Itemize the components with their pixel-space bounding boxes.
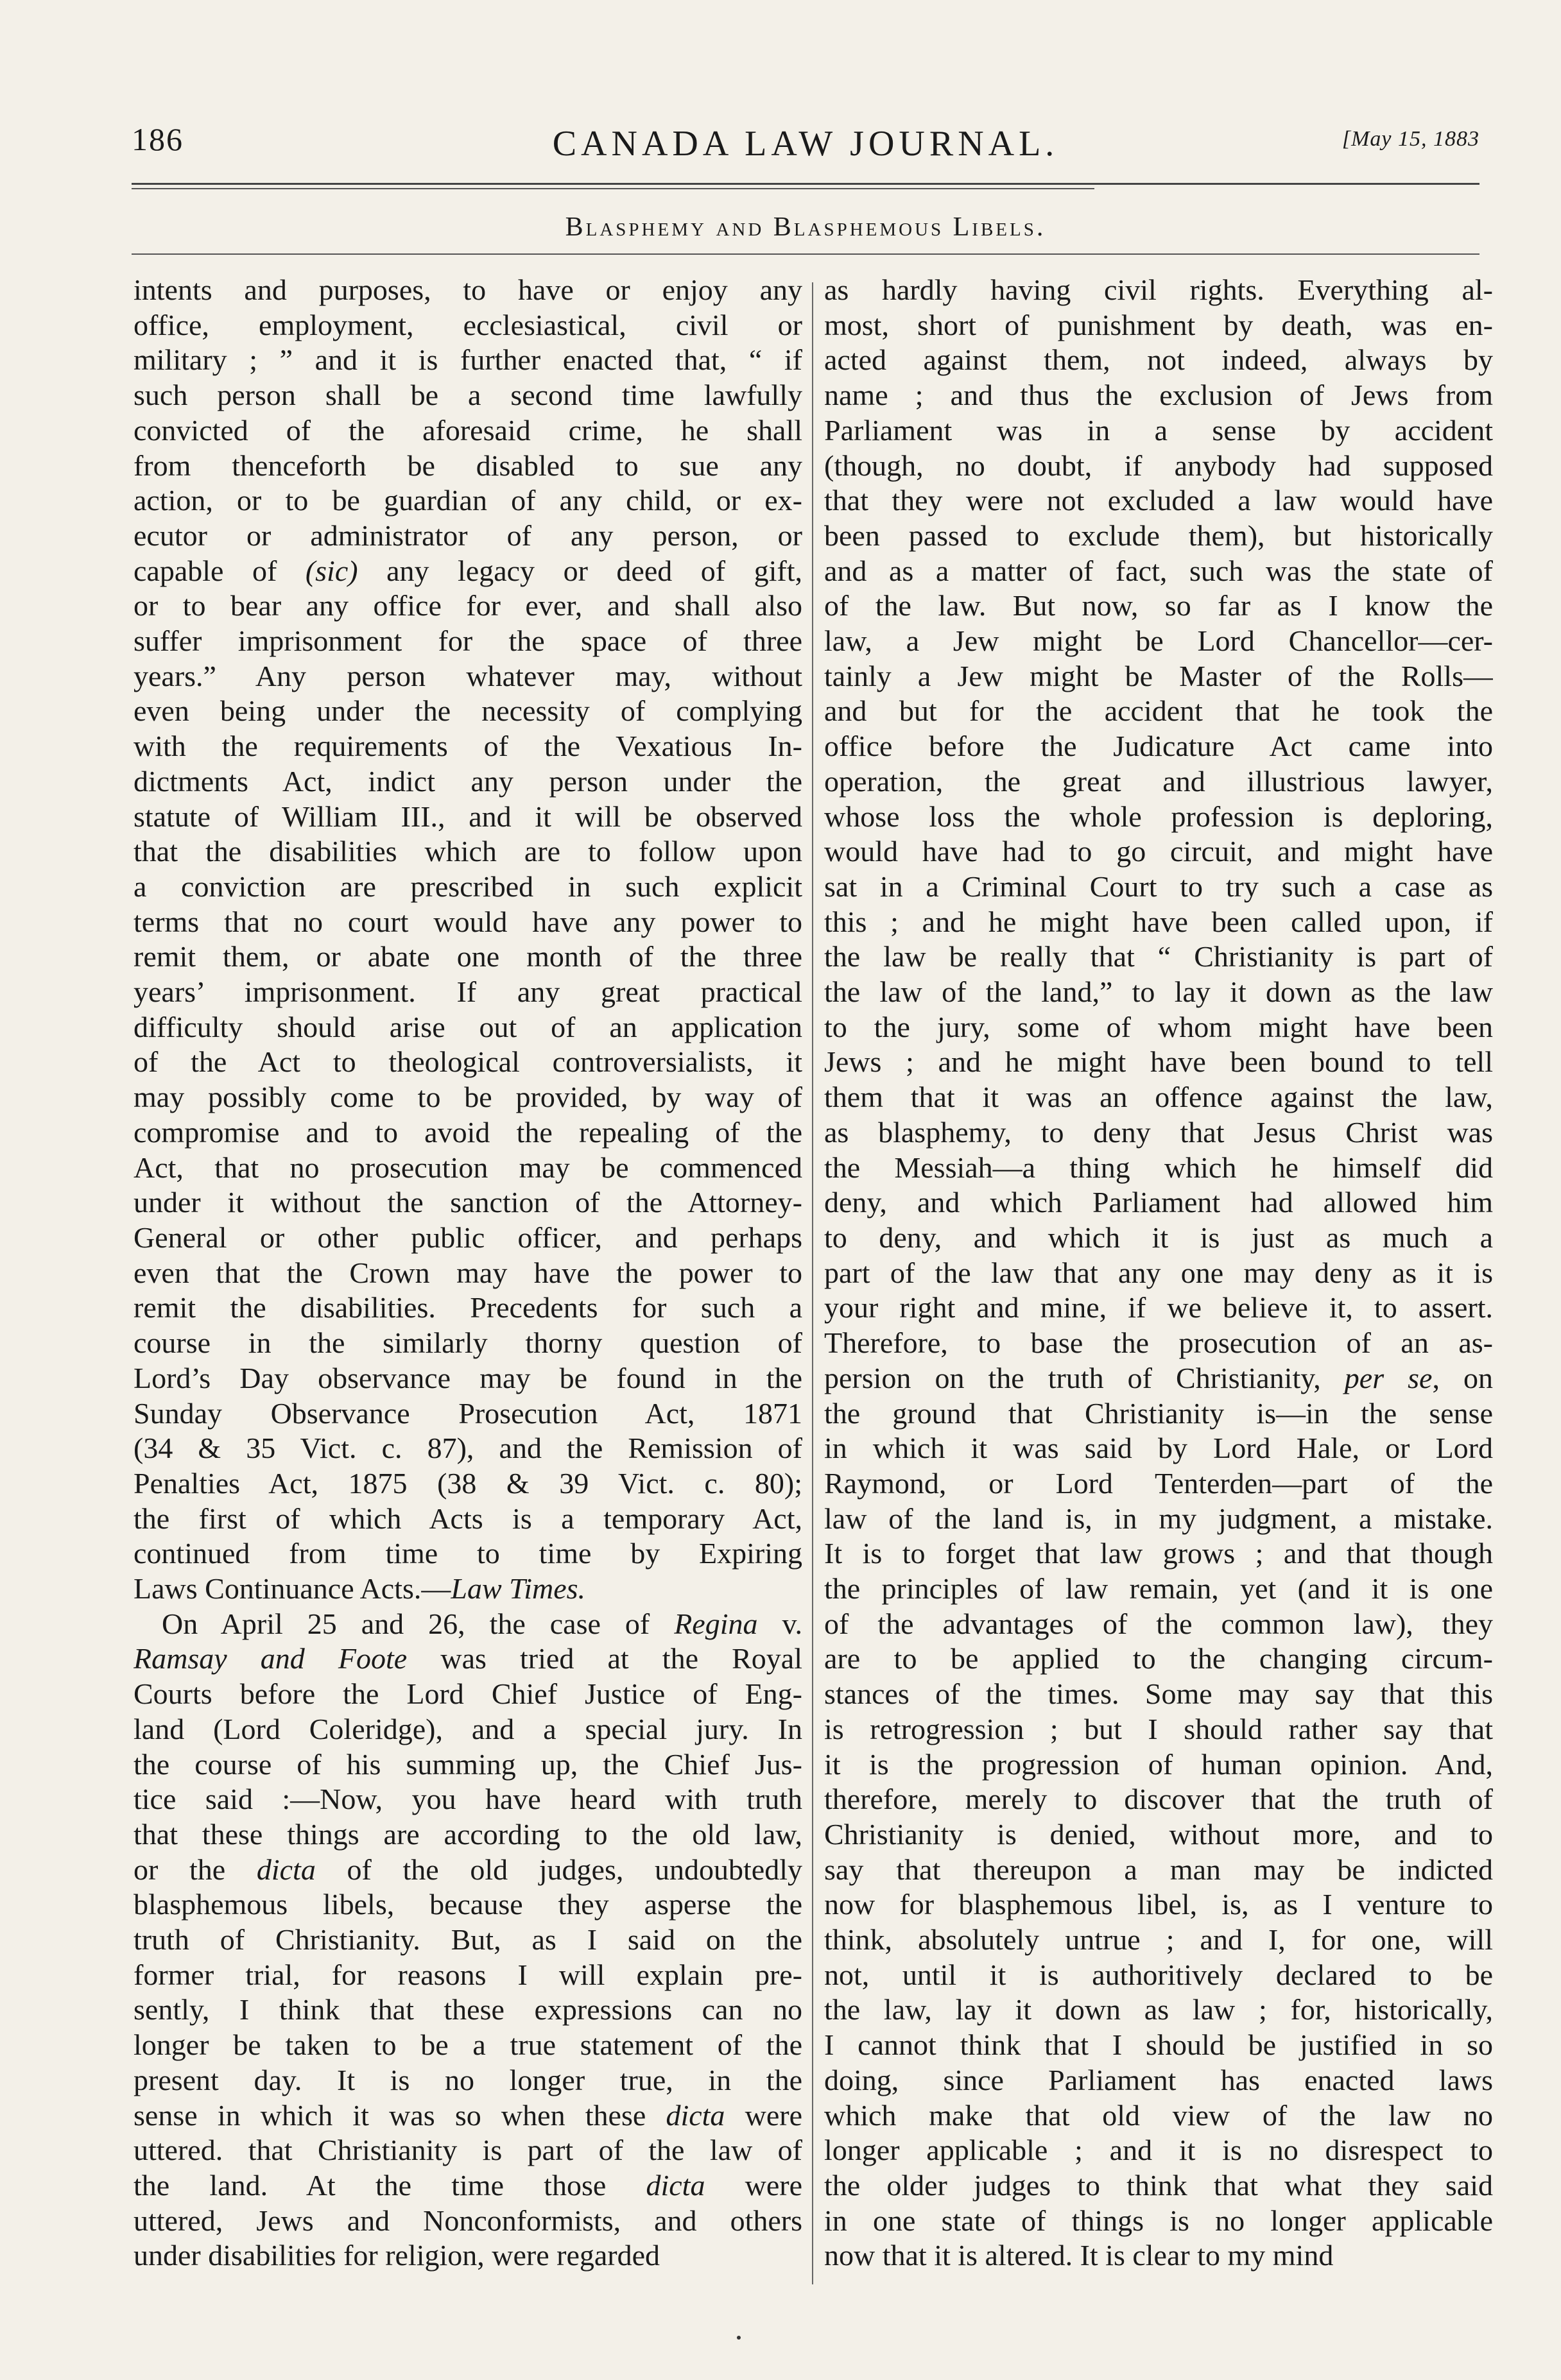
text-line: years’ imprisonment. If any great practical <box>134 975 802 1009</box>
text-line: remit the disabilities. Precedents for such a <box>134 1291 802 1324</box>
text-line: sense in which it was so when these dicta were <box>134 2098 802 2132</box>
text-line: It is to forget that law grows ; and that though <box>824 1537 1493 1570</box>
text-line: truth of Christianity. But, as I said on the <box>134 1923 802 1956</box>
text-line: (though, no doubt, if anybody had supposed <box>824 449 1493 482</box>
page-number: 186 <box>132 121 184 157</box>
text-line: now for blasphemous libel, is, as I venture to <box>824 1888 1493 1921</box>
text-line: I cannot think that I should be justified in so <box>824 2028 1493 2062</box>
text-line: that the disabilities which are to follow upon <box>134 835 802 868</box>
text-line: a conviction are prescribed in such explicit <box>134 869 802 903</box>
header-rule <box>132 183 1479 185</box>
text-line: sently, I think that these expressions can no <box>134 1993 802 2026</box>
text-line: statute of William III., and it will be observed <box>134 800 802 833</box>
text-line: tainly a Jew might be Master of the Rolls— <box>824 659 1493 692</box>
text-line: as hardly having civil rights. Everything al- <box>824 273 1493 306</box>
text-line: is retrogression ; but I should rather say that <box>824 1712 1493 1745</box>
text-line: the Messiah—a thing which he himself did <box>824 1151 1493 1184</box>
text-line: the law be really that “ Christianity is part of <box>824 940 1493 973</box>
text-line: which make that old view of the law no <box>824 2098 1493 2132</box>
text-line: the ground that Christianity is—in the sense <box>824 1396 1493 1430</box>
text-line: whose loss the whole profession is deploring, <box>824 800 1493 833</box>
text-line: office, employment, ecclesiastical, civil or <box>134 308 802 341</box>
text-line: say that thereupon a man may be indicted <box>824 1853 1493 1886</box>
text-line: from thenceforth be disabled to sue any <box>134 449 802 482</box>
text-line: Sunday Observance Prosecution Act, 1871 <box>134 1396 802 1430</box>
text-line: military ; ” and it is further enacted that, “ if <box>134 343 802 377</box>
text-line: it is the progression of human opinion. And, <box>824 1747 1493 1781</box>
text-line: therefore, merely to discover that the truth of <box>824 1783 1493 1816</box>
text-line: of the law. But now, so far as I know the <box>824 589 1493 622</box>
text-line: even being under the necessity of complying <box>134 694 802 728</box>
text-line: them that it was an offence against the law, <box>824 1081 1493 1114</box>
text-line: even that the Crown may have the power to <box>134 1256 802 1289</box>
text-line: Christianity is denied, without more, and to <box>824 1817 1493 1851</box>
text-line: Act, that no prosecution may be commenced <box>134 1151 802 1184</box>
text-line: action, or to be guardian of any child, or ex- <box>134 484 802 517</box>
text-line: law, a Jew might be Lord Chancellor—cer- <box>824 624 1493 658</box>
text-line: Laws Continuance Acts.—Law Times. <box>134 1572 586 1605</box>
text-line: deny, and which Parliament had allowed him <box>824 1186 1493 1219</box>
text-line: would have had to go circuit, and might have <box>824 835 1493 868</box>
text-line: now that it is altered. It is clear to my mind <box>824 2239 1334 2272</box>
text-line: of the Act to theological controversialists, it <box>134 1045 802 1079</box>
text-line: Jews ; and he might have been bound to tell <box>824 1045 1493 1079</box>
text-line: terms that no court would have any power to <box>134 905 802 938</box>
header-rule-double <box>132 188 1094 189</box>
text-line: uttered, Jews and Nonconformists, and others <box>134 2204 802 2237</box>
text-line: to deny, and which it is just as much a <box>824 1220 1493 1254</box>
text-line: land (Lord Coleridge), and a special jury. In <box>134 1712 802 1745</box>
issue-date: [May 15, 1883 <box>1341 127 1479 151</box>
text-line: tice said :—Now, you have heard with truth <box>134 1783 802 1816</box>
text-line: General or other public officer, and perhaps <box>134 1220 802 1254</box>
text-line: sat in a Criminal Court to try such a case as <box>824 869 1493 903</box>
text-line: capable of (sic) any legacy or deed of gift, <box>134 554 802 587</box>
text-line: On April 25 and 26, the case of Regina v. <box>162 1607 802 1640</box>
text-line: under disabilities for religion, were regarded <box>134 2239 660 2272</box>
left-column <box>134 273 802 2288</box>
text-line: Penalties Act, 1875 (38 & 39 Vict. c. 80); <box>134 1466 802 1500</box>
text-line: Lord’s Day observance may be found in the <box>134 1361 802 1394</box>
text-line: such person shall be a second time lawfully <box>134 379 802 412</box>
text-line: acted against them, not indeed, always by <box>824 343 1493 377</box>
subtitle-rule <box>132 253 1479 255</box>
text-line: difficulty should arise out of an application <box>134 1010 802 1043</box>
text-line: or to bear any office for ever, and shall also <box>134 589 802 622</box>
text-line: operation, the great and illustrious lawyer, <box>824 764 1493 798</box>
text-line: compromise and to avoid the repealing of the <box>134 1115 802 1149</box>
text-line: part of the law that any one may deny as it is <box>824 1256 1493 1289</box>
text-line: the older judges to think that what they said <box>824 2168 1493 2202</box>
text-line: that they were not excluded a law would have <box>824 484 1493 517</box>
text-line: Courts before the Lord Chief Justice of Eng- <box>134 1677 802 1711</box>
text-line: longer be taken to be a true statement of the <box>134 2028 802 2062</box>
text-line: with the requirements of the Vexatious In- <box>134 730 802 763</box>
text-line: longer applicable ; and it is no disrespect to <box>824 2134 1493 2167</box>
text-line: former trial, for reasons I will explain pre- <box>134 1958 802 1991</box>
text-line: suffer imprisonment for the space of three <box>134 624 802 658</box>
text-line: course in the similarly thorny question of <box>134 1326 802 1360</box>
text-line: not, until it is authoritively declared to be <box>824 1958 1493 1991</box>
text-line: the land. At the time those dicta were <box>134 2168 802 2202</box>
text-line: years.” Any person whatever may, without <box>134 659 802 692</box>
text-line: been passed to exclude them), but historically <box>824 518 1493 552</box>
column-divider <box>812 282 813 2284</box>
text-line: the first of which Acts is a temporary Act, <box>134 1502 802 1535</box>
text-line: and as a matter of fact, such was the state of <box>824 554 1493 587</box>
text-line: may possibly come to be provided, by way of <box>134 1081 802 1114</box>
text-line: Raymond, or Lord Tenterden—part of the <box>824 1466 1493 1500</box>
text-line: to the jury, some of whom might have been <box>824 1010 1493 1043</box>
text-line: the law of the land,” to lay it down as the law <box>824 975 1493 1009</box>
text-line: or the dicta of the old judges, undoubtedly <box>134 1853 802 1886</box>
text-line: your right and mine, if we believe it, to assert. <box>824 1291 1493 1324</box>
running-header <box>132 109 1479 186</box>
text-line: Parliament was in a sense by accident <box>824 413 1493 447</box>
text-line: the course of his summing up, the Chief Jus- <box>134 1747 802 1781</box>
text-line: of the advantages of the common law), they <box>824 1607 1493 1640</box>
journal-title: CANADA LAW JOURNAL. <box>552 124 1059 164</box>
text-line: in which it was said by Lord Hale, or Lord <box>824 1432 1493 1465</box>
text-line: in one state of things is no longer applicable <box>824 2204 1493 2237</box>
text-line: law of the land is, in my judgment, a mistake. <box>824 1502 1493 1535</box>
text-line: that these things are according to the old law, <box>134 1817 802 1851</box>
text-line: remit them, or abate one month of the three <box>134 940 802 973</box>
text-line: Therefore, to base the prosecution of an as- <box>824 1326 1493 1360</box>
text-line: office before the Judicature Act came into <box>824 730 1493 763</box>
text-line: the law, lay it down as law ; for, historically, <box>824 1993 1493 2026</box>
text-line: dictments Act, indict any person under the <box>134 764 802 798</box>
text-line: doing, since Parliament has enacted laws <box>824 2063 1493 2096</box>
text-line: are to be applied to the changing circum- <box>824 1642 1493 1675</box>
text-line: under it without the sanction of the Attorney- <box>134 1186 802 1219</box>
text-line: persion on the truth of Christianity, per se, on <box>824 1361 1493 1394</box>
text-line: uttered. that Christianity is part of the law of <box>134 2134 802 2167</box>
text-line: as blasphemy, to deny that Jesus Christ was <box>824 1115 1493 1149</box>
text-line: most, short of punishment by death, was en- <box>824 308 1493 341</box>
right-column <box>824 273 1493 2288</box>
text-line: convicted of the aforesaid crime, he shall <box>134 413 802 447</box>
text-line: name ; and thus the exclusion of Jews from <box>824 379 1493 412</box>
text-line: present day. It is no longer true, in the <box>134 2063 802 2096</box>
article-title: Blasphemy and Blasphemous Libels. <box>565 212 1046 242</box>
text-line: continued from time to time by Expiring <box>134 1537 802 1570</box>
text-line: stances of the times. Some may say that this <box>824 1677 1493 1711</box>
text-line: blasphemous libels, because they asperse the <box>134 1888 802 1921</box>
text-line: (34 & 35 Vict. c. 87), and the Remission of <box>134 1432 802 1465</box>
text-line: ecutor or administrator of any person, or <box>134 518 802 552</box>
text-line: this ; and he might have been called upon, if <box>824 905 1493 938</box>
text-line: think, absolutely untrue ; and I, for one, will <box>824 1923 1493 1956</box>
text-line: intents and purposes, to have or enjoy any <box>134 273 802 306</box>
text-line: the principles of law remain, yet (and it is one <box>824 1572 1493 1605</box>
text-line: and but for the accident that he took the <box>824 694 1493 728</box>
page-mark <box>737 2336 741 2340</box>
text-line: Ramsay and Foote was tried at the Royal <box>134 1642 802 1675</box>
